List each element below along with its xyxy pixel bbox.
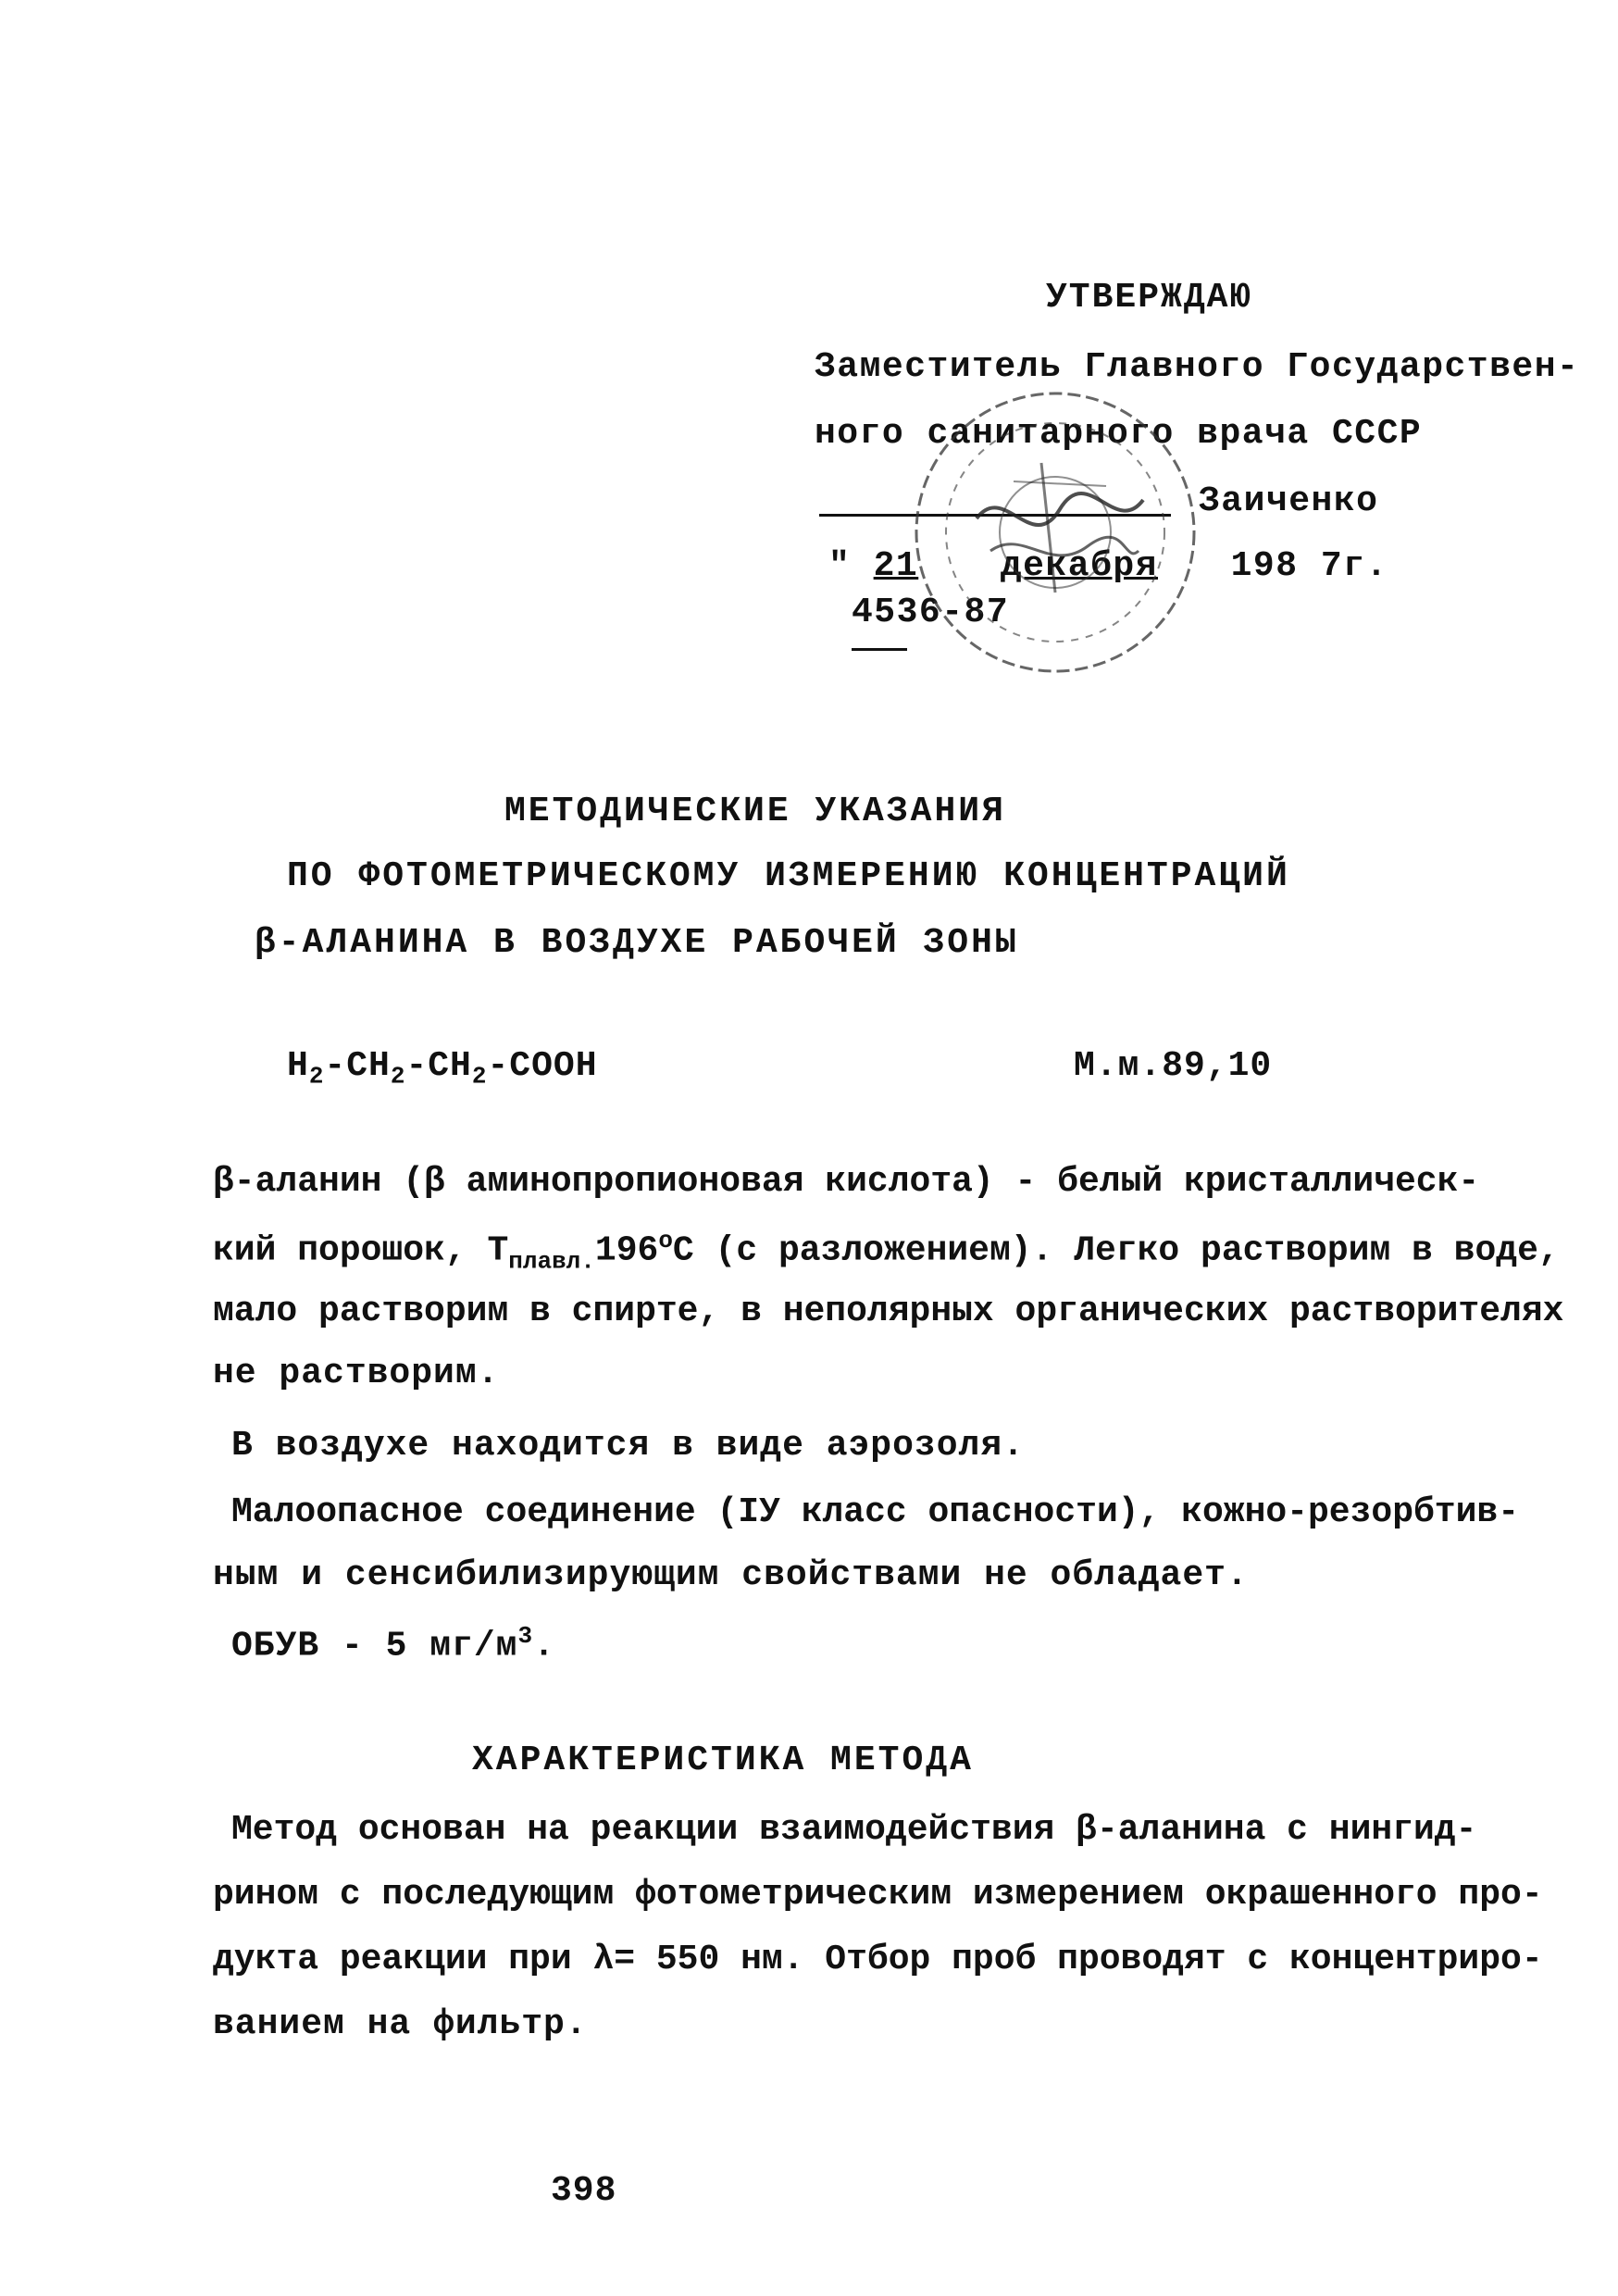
method-line-3: дукта реакции при λ= 550 нм. Отбор проб проводят с концентриро- — [213, 1940, 1543, 1979]
method-heading: ХАРАКТЕРИСТИКА МЕТОДА — [472, 1741, 974, 1780]
obuv-text: ОБУВ - 5 мг/м — [231, 1626, 518, 1666]
number-underline — [852, 648, 907, 651]
page-number: 398 — [551, 2171, 617, 2211]
formula-part: -COOH — [487, 1046, 598, 1086]
desc-text: С (с разложением). Легко растворим в воде, — [672, 1230, 1560, 1271]
desc-paragraph-3-line-2: ным и сенсибилизирующим свойствами не обладает. — [213, 1555, 1249, 1595]
date-day: 21 — [873, 546, 919, 586]
desc-line-3: мало растворим в спирте, в неполярных органических растворителях — [213, 1292, 1564, 1331]
date-year: 198 7г. — [1230, 546, 1388, 586]
desc-line-1: β-аланин (β аминопропионовая кислота) - белый кристаллическ- — [213, 1162, 1480, 1202]
formula-part: -CH — [405, 1046, 472, 1086]
desc-line-4: не растворим. — [213, 1354, 500, 1393]
method-line-2: рином с последующим фотометрическим измерением окрашенного про- — [213, 1875, 1543, 1915]
method-line-1: Метод основан на реакции взаимодействия β-аланина с нингид- — [231, 1810, 1477, 1850]
formula-sub: 2 — [390, 1062, 406, 1091]
molar-mass: М.м.89,10 — [1074, 1046, 1273, 1086]
date-prefix: " — [828, 546, 852, 586]
desc-paragraph-2: В воздухе находится в виде аэрозоля. — [231, 1426, 1025, 1466]
title-line-3: β-АЛАНИНА В ВОЗДУХЕ РАБОЧЕЙ ЗОНЫ — [255, 923, 1019, 963]
formula-part: H — [287, 1046, 309, 1086]
obuv-line — [231, 1622, 555, 1666]
title-line-1: МЕТОДИЧЕСКИЕ УКАЗАНИЯ — [504, 792, 1006, 831]
approval-line-2: ного санитарного врача СССР — [815, 414, 1423, 454]
official-stamp — [902, 380, 1208, 685]
melting-sub: плавл. — [508, 1247, 595, 1276]
formula-sub: 2 — [308, 1062, 325, 1091]
date-month: декабря — [1000, 546, 1158, 586]
obuv-sup: 3 — [517, 1622, 534, 1650]
formula-part: -CH — [324, 1046, 391, 1086]
method-line-4: ванием на фильтр. — [213, 2004, 588, 2044]
approval-number: 4536-87 — [852, 593, 1010, 632]
desc-text: кий порошок, Т — [213, 1230, 509, 1271]
desc-text: 196 — [594, 1230, 659, 1271]
obuv-text: . — [533, 1626, 555, 1666]
approval-heading: УТВЕРЖДАЮ — [1046, 278, 1253, 318]
formula-sub: 2 — [471, 1062, 488, 1091]
approval-signer: Заиченко — [1199, 481, 1379, 521]
desc-line-2 — [213, 1227, 1560, 1275]
title-line-2: ПО ФОТОМЕТРИЧЕСКОМУ ИЗМЕРЕНИЮ КОНЦЕНТРАЦИЙ — [287, 856, 1290, 896]
approval-line-1: Заместитель Главного Государствен- — [815, 347, 1580, 387]
degree-sup: о — [658, 1227, 673, 1254]
chemical-formula — [287, 1046, 598, 1091]
desc-paragraph-3-line-1: Малоопасное соединение (IУ класс опасности), кожно-резорбтив- — [231, 1492, 1520, 1532]
